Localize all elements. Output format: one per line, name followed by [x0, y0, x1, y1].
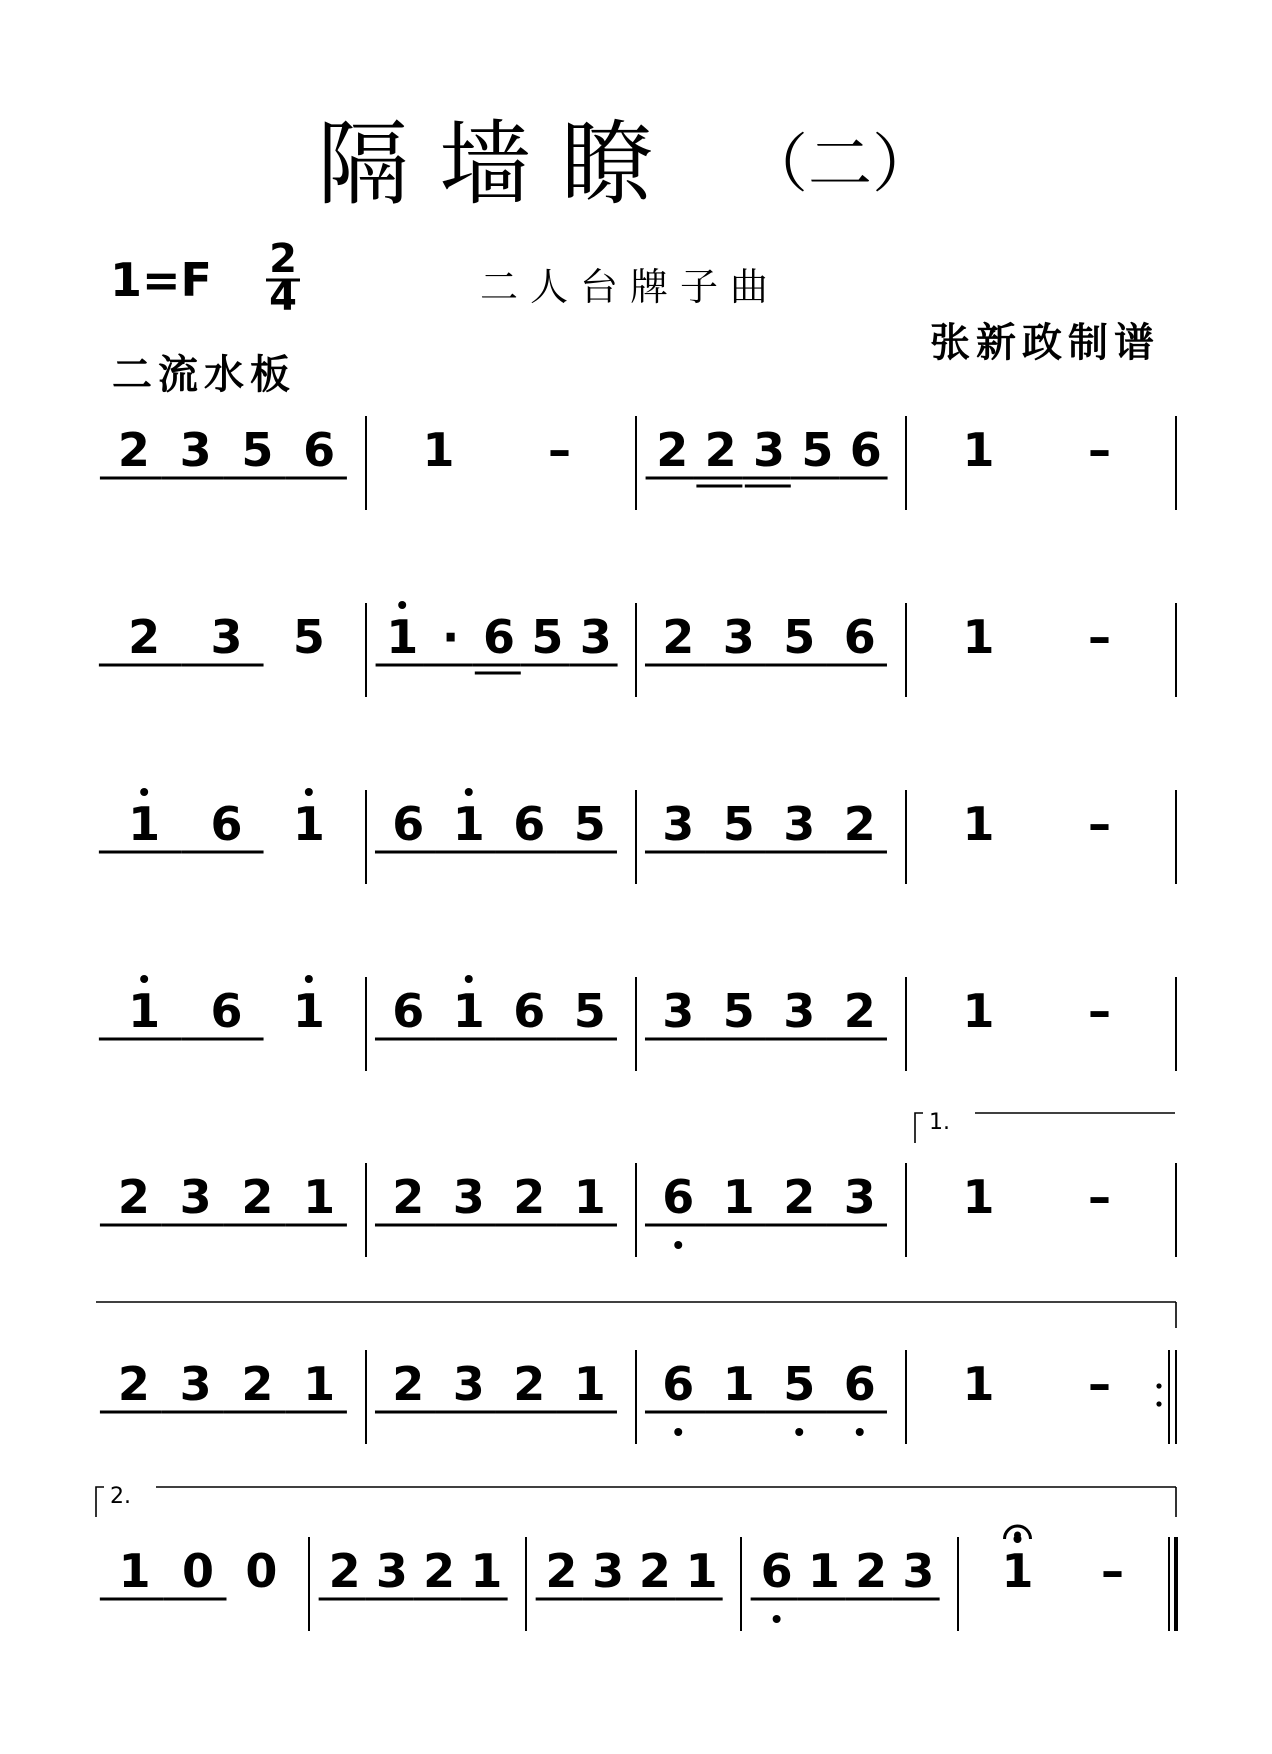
row-3	[99, 788, 1176, 884]
note: 3	[843, 1170, 876, 1224]
note: 2	[662, 610, 695, 664]
note: 6	[662, 1357, 695, 1411]
note: 2	[513, 1170, 546, 1224]
note: 2	[392, 1357, 425, 1411]
repeat-dot	[1156, 1401, 1161, 1406]
note: 2	[843, 797, 876, 851]
note: 2	[117, 1357, 150, 1411]
note: 1	[1001, 1544, 1034, 1598]
note: 1	[573, 1357, 606, 1411]
octave-dot-high	[140, 788, 148, 796]
dash-mark: –	[1088, 423, 1111, 477]
dash-mark: –	[1088, 1170, 1111, 1224]
octave-dot-high	[465, 975, 473, 983]
octave-dot-low	[674, 1428, 682, 1436]
row-5	[100, 1110, 1176, 1257]
note: 0	[245, 1544, 278, 1598]
note: 3	[179, 1357, 212, 1411]
row-1	[100, 416, 1176, 510]
row-6	[96, 1302, 1176, 1444]
note: 1	[962, 1170, 995, 1224]
note: 6	[662, 1170, 695, 1224]
note: 6	[392, 797, 425, 851]
note: 6	[392, 984, 425, 1038]
note: 3	[179, 423, 212, 477]
note: 6	[210, 984, 243, 1038]
note: 6	[303, 423, 336, 477]
note: 1	[452, 984, 485, 1038]
note: 5	[241, 423, 274, 477]
note: 1	[292, 984, 325, 1038]
note: 1	[452, 797, 485, 851]
row-2	[99, 601, 1176, 697]
note: 1	[962, 797, 995, 851]
note: ·	[441, 610, 460, 664]
note: 6	[513, 984, 546, 1038]
note: 5	[531, 610, 564, 664]
note: 6	[843, 1357, 876, 1411]
note: 3	[722, 610, 755, 664]
transcriber-credit: 张新政制谱	[930, 320, 1160, 366]
piece-title-suffix: （二）	[744, 128, 936, 202]
note: 2	[241, 1170, 274, 1224]
note: 6	[843, 610, 876, 664]
tempo-marking: 二流水板	[112, 352, 296, 398]
dash-mark: –	[1088, 1357, 1111, 1411]
note: 1	[685, 1544, 718, 1598]
note: 2	[656, 423, 689, 477]
note: 5	[801, 423, 834, 477]
note: 5	[783, 1357, 816, 1411]
note: 3	[452, 1170, 485, 1224]
octave-dot-low	[674, 1241, 682, 1249]
row-4	[99, 975, 1176, 1071]
note: 2	[117, 423, 150, 477]
note: 2	[423, 1544, 456, 1598]
note: 5	[722, 984, 755, 1038]
volta-bracket	[915, 1113, 923, 1143]
note: 2	[855, 1544, 888, 1598]
note: 6	[849, 423, 882, 477]
octave-dot-low	[773, 1615, 781, 1623]
note: 2	[241, 1357, 274, 1411]
notation	[96, 416, 1176, 1631]
note: 3	[210, 610, 243, 664]
note: 1	[128, 797, 161, 851]
note: 1	[128, 984, 161, 1038]
octave-dot-low	[856, 1428, 864, 1436]
note: 3	[179, 1170, 212, 1224]
volta-bracket	[96, 1487, 104, 1517]
note: 2	[545, 1544, 578, 1598]
note: 3	[452, 1357, 485, 1411]
repeat-dot	[1156, 1383, 1161, 1388]
meter-bottom: 4	[269, 274, 297, 320]
note: 2	[783, 1170, 816, 1224]
note: 2	[328, 1544, 361, 1598]
note: 1	[386, 610, 419, 664]
note: 3	[375, 1544, 408, 1598]
note: 1	[722, 1357, 755, 1411]
dash-mark: –	[1088, 610, 1111, 664]
volta-label: 2.	[110, 1484, 131, 1509]
octave-dot-low	[795, 1428, 803, 1436]
piece-title: 隔墙瞭	[316, 111, 684, 218]
key-signature: 1=F	[110, 253, 212, 307]
note: 1	[722, 1170, 755, 1224]
note: 2	[704, 423, 737, 477]
octave-dot-high	[305, 975, 313, 983]
note: 3	[592, 1544, 625, 1598]
note: 1	[303, 1357, 336, 1411]
note: 2	[392, 1170, 425, 1224]
octave-dot-high	[305, 788, 313, 796]
note: 5	[292, 610, 325, 664]
note: 5	[573, 797, 606, 851]
note: 6	[482, 610, 516, 664]
note: 2	[638, 1544, 671, 1598]
volta-label: 1.	[929, 1110, 950, 1135]
note: 5	[722, 797, 755, 851]
row-7	[96, 1484, 1176, 1631]
note: 3	[783, 984, 816, 1038]
note: 6	[210, 797, 243, 851]
note: 3	[752, 423, 786, 477]
note: 1	[962, 984, 995, 1038]
note: 2	[513, 1357, 546, 1411]
dash-mark: –	[1101, 1544, 1124, 1598]
subtitle: 二人台牌子曲	[480, 265, 781, 309]
note: 5	[783, 610, 816, 664]
note: 3	[579, 610, 612, 664]
note: 6	[513, 797, 546, 851]
dash-mark: –	[548, 423, 571, 477]
note: 1	[470, 1544, 503, 1598]
note: 3	[662, 984, 695, 1038]
note: 1	[962, 1357, 995, 1411]
note: 3	[662, 797, 695, 851]
octave-dot-high	[398, 601, 406, 609]
note: 2	[128, 610, 161, 664]
fermata-dot	[1014, 1532, 1021, 1539]
note: 1	[303, 1170, 336, 1224]
meter-top: 2	[269, 236, 297, 282]
note: 2	[117, 1170, 150, 1224]
note: 1	[422, 423, 455, 477]
note: 1	[807, 1544, 840, 1598]
note: 1	[292, 797, 325, 851]
note: 0	[181, 1544, 215, 1598]
note: 1	[573, 1170, 606, 1224]
note: 5	[573, 984, 606, 1038]
note: 6	[760, 1544, 793, 1598]
note: 2	[843, 984, 876, 1038]
note: 1	[962, 610, 995, 664]
dash-mark: –	[1088, 797, 1111, 851]
note: 1	[118, 1544, 151, 1598]
octave-dot-high	[465, 788, 473, 796]
note: 3	[902, 1544, 935, 1598]
dash-mark: –	[1088, 984, 1111, 1038]
note: 3	[783, 797, 816, 851]
octave-dot-high	[140, 975, 148, 983]
note: 1	[962, 423, 995, 477]
